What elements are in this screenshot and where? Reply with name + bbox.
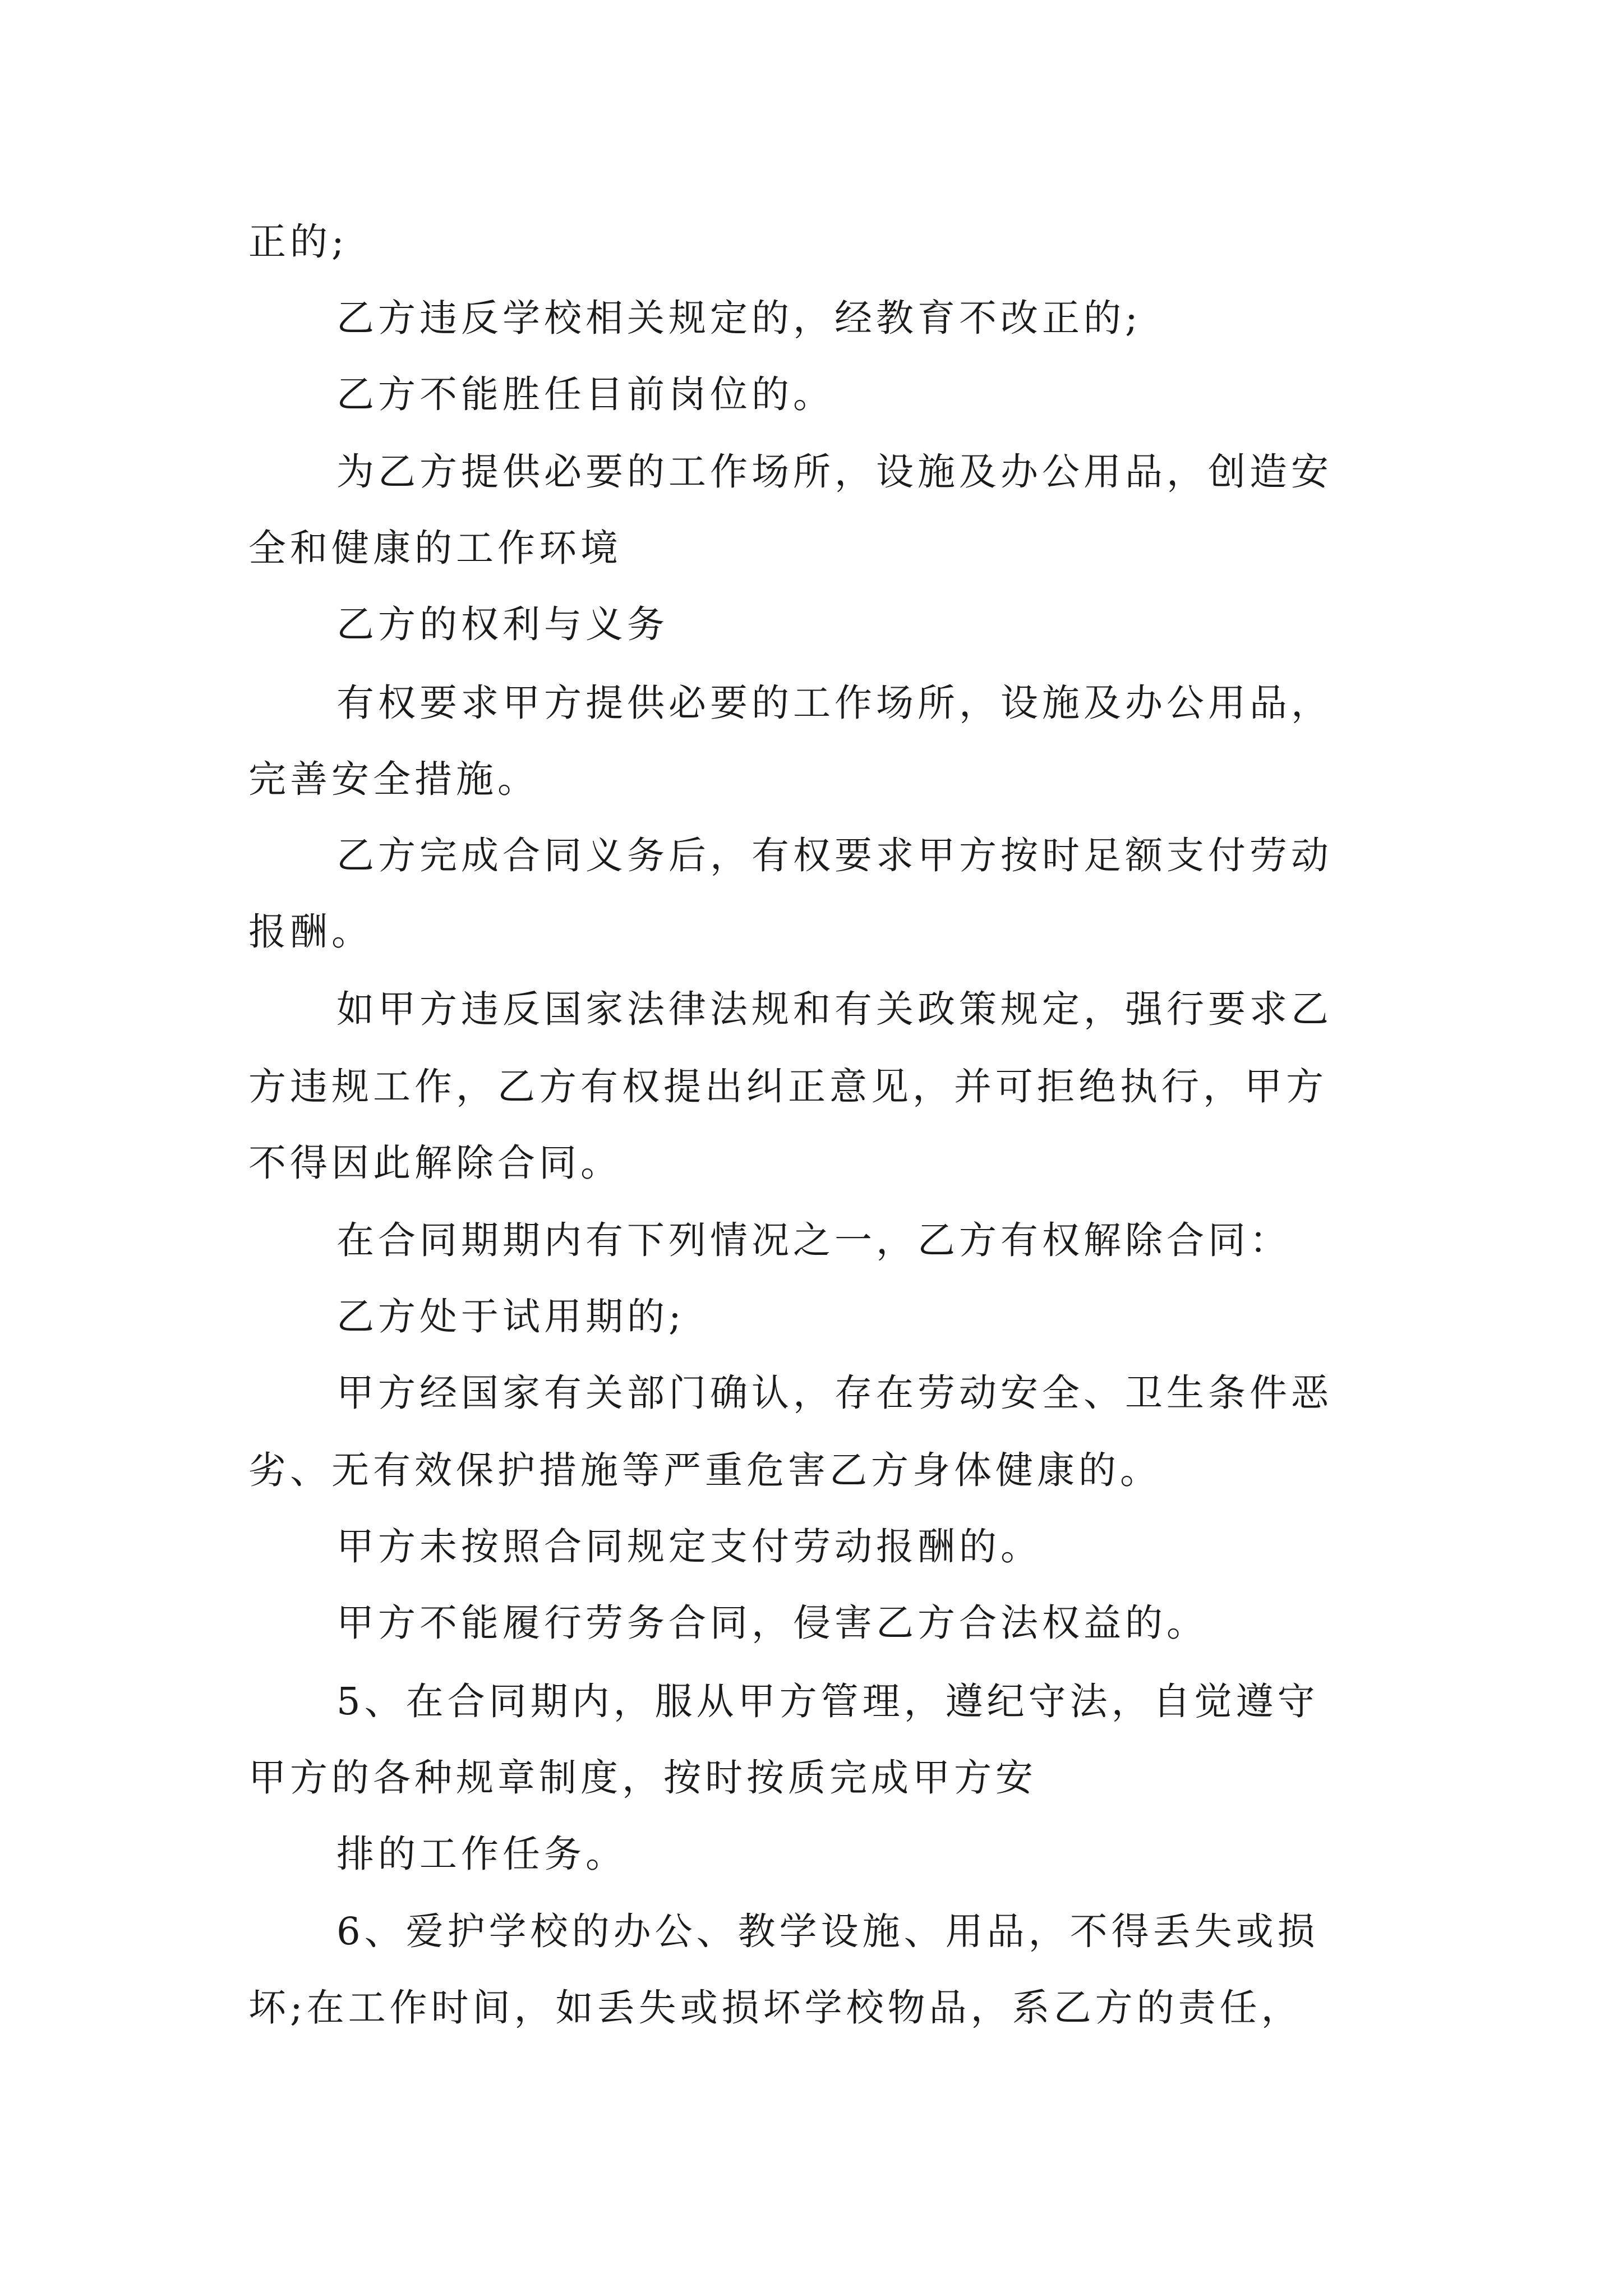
text-line: 全和健康的工作环境 xyxy=(248,526,622,570)
text-line: 乙方违反学校相关规定的，经教育不改正的; xyxy=(336,296,1142,340)
text-line: 劣、无有效保护措施等严重危害乙方身体健康的。 xyxy=(248,1448,1161,1492)
text-line: 甲方未按照合同规定支付劳动报酬的。 xyxy=(336,1525,1042,1568)
text-line: 正的; xyxy=(248,220,348,264)
text-line: 乙方的权利与义务 xyxy=(336,602,668,646)
text-line: 不得因此解除合同。 xyxy=(248,1141,622,1185)
text-line: 方违规工作，乙方有权提出纠正意见，并可拒绝执行，甲方 xyxy=(248,1065,1327,1108)
text-line: 6、爱护学校的办公、教学设施、用品，不得丢失或损 xyxy=(336,1910,1319,1953)
text-line: 如甲方违反国家法律法规和有关政策规定，强行要求乙 xyxy=(336,987,1332,1031)
text-line: 排的工作任务。 xyxy=(336,1832,627,1876)
text-line: 有权要求甲方提供必要的工作场所，设施及办公用品， xyxy=(336,681,1332,725)
text-line: 报酬。 xyxy=(248,910,373,954)
text-line: 5、在合同期内，服从甲方管理，遵纪守法，自觉遵守 xyxy=(336,1680,1319,1723)
text-line: 在合同期期内有下列情况之一，乙方有权解除合同： xyxy=(336,1218,1291,1262)
text-line: 完善安全措施。 xyxy=(248,757,539,801)
text-line: 为乙方提供必要的工作场所，设施及办公用品，创造安 xyxy=(336,450,1332,494)
text-line: 坏;在工作时间，如丢失或损坏学校物品，系乙方的责任， xyxy=(248,1986,1303,2030)
text-line: 乙方处于试用期的; xyxy=(336,1295,685,1338)
text-line: 甲方经国家有关部门确认，存在劳动安全、卫生条件恶 xyxy=(336,1371,1332,1415)
text-line: 乙方完成合同义务后，有权要求甲方按时足额支付劳动 xyxy=(336,834,1332,877)
text-line: 乙方不能胜任目前岗位的。 xyxy=(336,372,834,416)
text-line: 甲方的各种规章制度，按时按质完成甲方安 xyxy=(248,1756,1037,1800)
text-line: 甲方不能履行劳务合同，侵害乙方合法权益的。 xyxy=(336,1601,1208,1645)
